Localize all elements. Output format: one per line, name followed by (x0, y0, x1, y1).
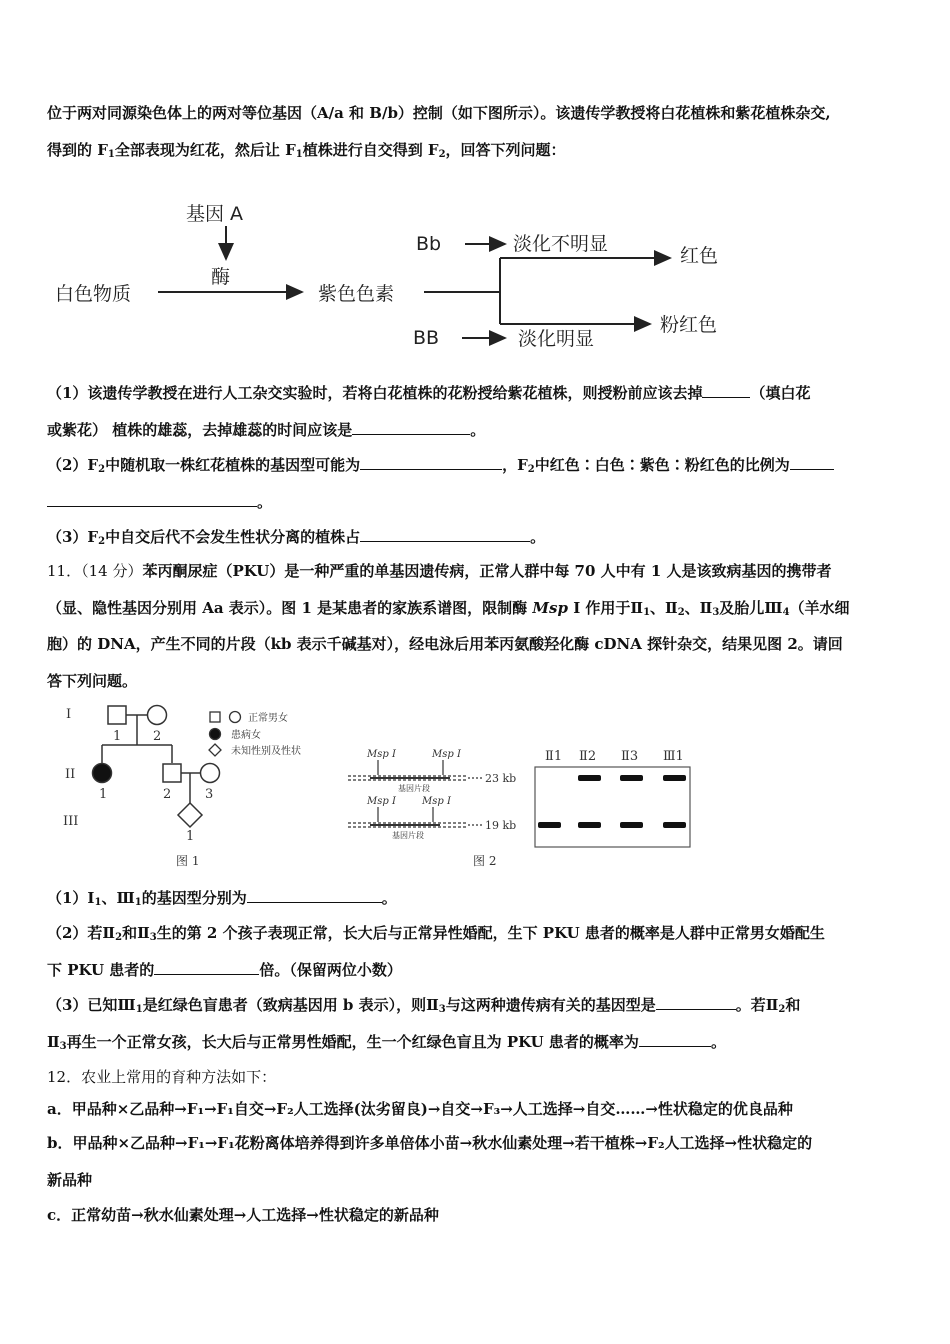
intro-line-1: 位于两对同源染色体上的两对等位基因（A/a 和 B/b）控制（如下图所示）。该遗传学教授将白花植株和紫花植株杂交, (47, 104, 831, 122)
svg-text:1: 1 (113, 729, 122, 744)
answer-blank[interactable] (352, 420, 470, 435)
lane-label: Ⅲ1 (663, 749, 684, 764)
generation-1-label: I (66, 707, 72, 722)
legend-affected: 患病女 (231, 730, 261, 741)
lane-label: Ⅱ1 (545, 749, 563, 764)
q12-method-b-line1: b．甲品种×乙品种→F₁→F₁花粉离体培养得到许多单倍体小苗→秋水仙素处理→若干植株→F₂人工选择→性状稳定的 (47, 1134, 813, 1152)
figure-2-caption: 图 2 (473, 854, 497, 868)
gel-band (538, 822, 561, 828)
pink-label: 粉红色 (660, 314, 718, 336)
legend-affected-icon (210, 729, 221, 740)
legend-normal: 正常男女 (248, 713, 288, 724)
q11-part3-line2: $Ⅱ_3$再生一个正常女孩，长大后与正常男性婚配，生一个红绿色盲且为 PKU 患者的概率为 。 (47, 1033, 726, 1052)
q11-line1: 11．（14 分）苯丙酮尿症（PKU）是一种严重的单基因遗传病，正常人群中每 70 人中有 1 人是该致病基因的携带者 (47, 562, 832, 580)
red-label: 红色 (680, 245, 719, 267)
q12-method-a: a．甲品种×乙品种→F₁→F₁自交→F₂人工选择(汰劣留良)→自交→F₃→人工选择→自交……→性状稳定的优良品种 (47, 1100, 793, 1118)
lane-label: Ⅱ2 (579, 749, 597, 764)
q11-line2: （显、隐性基因分别用 Aa 表示）。图 1 是某患者的家族系谱图，限制酶 Msp I 作用于$Ⅱ_1$、$Ⅱ_2$、$Ⅱ_3$及胎儿$Ⅲ_4$（羊水细 (47, 599, 850, 618)
answer-blank[interactable] (47, 492, 257, 507)
q12-title: 12．农业上常用的育种方法如下： (47, 1068, 277, 1086)
answer-blank[interactable] (656, 995, 736, 1010)
svg-text:2: 2 (153, 729, 162, 744)
unknown-symbol (178, 803, 202, 827)
legend-male-icon (210, 712, 220, 722)
svg-text:3: 3 (205, 787, 214, 802)
q10-part2-line1: $(2)F_2$中随机取一株红花植株的基因型可能为 ，$F_2$中红色∶白色∶紫色∶粉红色的比例为 (47, 455, 834, 480)
q11-part2-line2: 下 PKU 患者的 倍。（保留两位小数） (47, 961, 402, 979)
figure-1-caption: 图 1 (176, 854, 200, 868)
gel-band (663, 775, 686, 781)
normal-female-symbol (148, 706, 167, 725)
answer-blank[interactable] (360, 527, 530, 542)
svg-text:2: 2 (163, 787, 172, 802)
q10-part1-line2: 或紫花） 植株的雄蕊，去掉雄蕊的时间应该是 。 (47, 421, 486, 439)
q11-line4: 答下列问题。 (47, 672, 138, 690)
pathway-diagram (0, 190, 950, 360)
svg-text:1: 1 (99, 787, 108, 802)
generation-3-label: III (63, 814, 79, 829)
legend-female-icon (230, 712, 241, 723)
bb-het-label: Bb (416, 233, 442, 255)
affected-female-symbol (93, 764, 112, 783)
q11-part1: $(1)I_1$、$Ⅲ_1$的基因型分别为 。 (47, 889, 397, 908)
fade-not-obvious-label: 淡化不明显 (513, 233, 609, 255)
answer-blank[interactable] (247, 888, 382, 903)
pedigree-figure (55, 700, 320, 870)
normal-male-symbol (163, 764, 181, 782)
q10-part2-line2: 。 (47, 492, 272, 512)
answer-blank[interactable] (360, 455, 502, 470)
q12-method-b-line2: 新品种 (47, 1171, 93, 1189)
kb19-label: 19 kb (485, 819, 517, 832)
purple-pigment-label: 紫色色素 (318, 283, 395, 305)
msp-label: Msp I (422, 796, 451, 807)
white-substance-label: 白色物质 (55, 283, 132, 305)
fade-obvious-label: 淡化明显 (518, 328, 595, 350)
legend-unknown: 未知性别及性状 (231, 746, 301, 757)
svg-text:1: 1 (186, 829, 195, 844)
gel-band (620, 775, 643, 781)
generation-2-label: II (65, 767, 76, 782)
intro-line-2: 得到的 $F_1$全部表现为红花，然后让 $F_1$植株进行自交得到 $F_2$，回答下列问题： (47, 141, 566, 160)
gene-a-label: 基因 A (186, 203, 244, 225)
fragment-label: 基因片段 (398, 784, 430, 793)
msp-label: Msp I (367, 796, 396, 807)
legend-unknown-icon (209, 744, 221, 756)
answer-blank[interactable] (790, 455, 834, 470)
gel-band (620, 822, 643, 828)
q10-part1-line1: （1）该遗传学教授在进行人工杂交实验时，若将白花植株的花粉授给紫花植株，则授粉前应该去掉 （填白花 (47, 384, 811, 402)
answer-blank[interactable] (154, 960, 259, 975)
lane-label: Ⅱ3 (621, 749, 639, 764)
q11-line3: 胞）的 DNA，产生不同的片段（kb 表示千碱基对），经电泳后用苯丙氨酸羟化酶 cDNA 探针杂交，结果见图 2。请回 (47, 635, 843, 653)
msp-label: Msp I (432, 749, 461, 760)
q12-method-c: c．正常幼苗→秋水仙素处理→人工选择→性状稳定的新品种 (47, 1206, 439, 1224)
gel-band (578, 775, 601, 781)
enzyme-label: 酶 (211, 266, 231, 288)
q11-part3-line1: （3）已知$Ⅲ_1$是红绿色盲患者（致病基因用 b 表示），则$Ⅱ_3$与这两种遗传病有关的基因型是 。若$Ⅱ_2$和 (47, 996, 801, 1015)
q10-part3: $(3)F_2$中自交后代不会发生性状分离的植株占 。 (47, 528, 546, 547)
gel-band (663, 822, 686, 828)
normal-female-symbol (201, 764, 220, 783)
gel-band (578, 822, 601, 828)
normal-male-symbol (108, 706, 126, 724)
q11-part2-line1: （2）若$Ⅱ_2$和$Ⅱ_3$生的第 2 个孩子表现正常，长大后与正常异性婚配，生下 PKU 患者的概率是人群中正常男女婚配生 (47, 924, 825, 943)
fragment-label: 基因片段 (392, 831, 424, 840)
gel-figure (340, 740, 700, 870)
bb-hom-label: BB (413, 327, 440, 349)
answer-blank[interactable] (639, 1032, 711, 1047)
answer-blank[interactable] (702, 383, 750, 398)
msp-label: Msp I (367, 749, 396, 760)
kb23-label: 23 kb (485, 772, 517, 785)
question-number: 11．（14 分） (47, 562, 143, 580)
